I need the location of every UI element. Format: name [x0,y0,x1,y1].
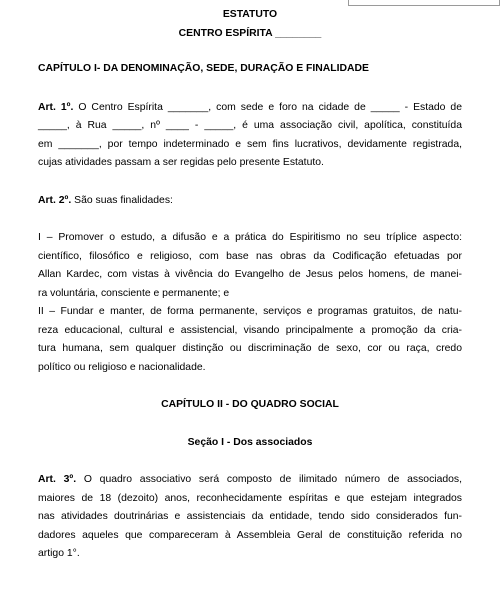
art3-line-3: nas atividades doutrinárias e assistenciais da entidade, tendo sido considerados fun- [38,511,462,522]
art2-item1-line-4: ra voluntária, consciente e permanente; e [38,287,230,299]
section-1-heading: Seção I - Dos associados [187,436,313,448]
art2-item1-line-3: Allan Kardec, com vistas à vivência do Evangelho de Jesus pelos homens, de manei- [38,269,462,280]
art2-intro: São suas finalidades: [71,194,173,206]
art1-line-4: cujas atividades passam a ser regidas pelo presente Estatuto. [38,157,324,168]
art2-label: Art. 2º. [38,194,72,206]
art1-line-2: _____, à Rua _____, nº ____ - _____, é uma associação civil, apolítica, constituída [38,120,462,131]
art3-line-2: maiores de 18 (dezoito) anos, reconhecidamente espíritas e que estejam integrados [38,492,462,504]
art2-item1-line-1: I – Promover o estudo, a difusão e a prática do Espiritismo no seu tríplice aspecto: [38,232,462,243]
art2-line-intro [38,192,462,211]
art3-label: Art. 3º. [38,474,77,485]
art1-text-1: O Centro Espírita _______, com sede e foro na cidade de _____ - Estado de [73,101,462,113]
art3-line-1 [38,471,462,490]
chapter-1-heading: CAPÍTULO I- DA DENOMINAÇÃO, SEDE, DURAÇÃO E FINALIDADE [38,63,369,74]
art2-item2-line-2: reza educacional, cultural e assistencial, visando principalmente a promoção da cria- [38,324,462,336]
art2-item2-line-1: II – Fundar e manter, de forma permanente, serviços e programas gratuitos, de natu- [38,306,462,317]
document-subtitle: CENTRO ESPÍRITA ________ [178,27,322,39]
art1-line-3: em _______, por tempo indeterminado e sem fins lucrativos, devidamente registrada, [38,138,462,150]
chapter-2-heading: CAPÍTULO II - DO QUADRO SOCIAL [161,399,339,410]
art3-line-4: dadores aqueles que compareceram à Assembleia Geral de constituição referida no [38,529,462,541]
art2-item2-line-4: político ou religioso e nacionalidade. [38,361,206,373]
document-page [38,6,462,564]
art3-text-1: O quadro associativo será composto de ilimitado número de associados, [76,474,462,485]
art2-item2-line-3: tura humana, sem qualquer distinção ou discriminação de sexo, cor ou raça, credo [38,343,462,354]
art1-line-1 [38,99,462,118]
document-title: ESTATUTO [222,9,278,20]
art2-item1-line-2: científico, filosófico e religioso, com base nas obras da Codificação efetuadas por [38,250,462,262]
art1-label: Art. 1º. [38,101,74,113]
art3-line-5: artigo 1°. [38,548,80,559]
